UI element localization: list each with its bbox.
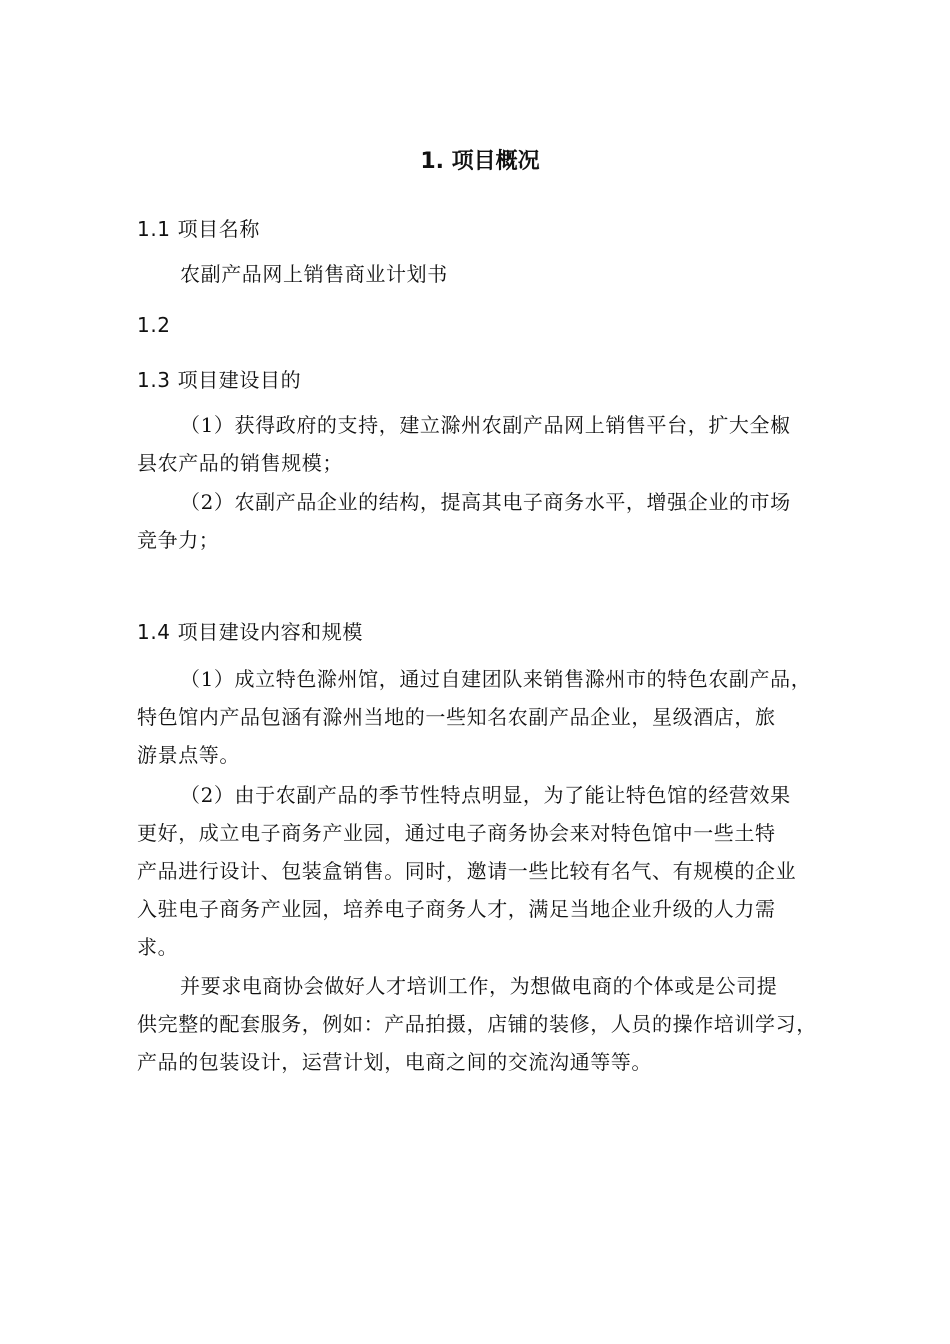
- project-name-text: 农副产品网上销售商业计划书: [180, 262, 448, 286]
- paragraph-line: 特色馆内产品包涵有滁州当地的一些知名农副产品企业，星级酒店，旅: [137, 705, 776, 729]
- paragraph-line: 产品的包装设计，运营计划，电商之间的交流沟通等等。: [137, 1050, 652, 1074]
- paragraph-line: 更好，成立电子商务产业园，通过电子商务协会来对特色馆中一些土特: [137, 821, 776, 845]
- page-title: 1. 项目概况: [420, 149, 540, 174]
- section-heading-1-4: 1.4 项目建设内容和规模: [137, 620, 363, 644]
- paragraph-line: 并要求电商协会做好人才培训工作，为想做电商的个体或是公司提: [180, 974, 778, 998]
- paragraph-line: 入驻电子商务产业园，培养电子商务人才，满足当地企业升级的人力需: [137, 897, 776, 921]
- paragraph-line: 竞争力；: [137, 528, 220, 552]
- paragraph-line: （1）成立特色滁州馆，通过自建团队来销售滁州市的特色农副产品，: [180, 667, 812, 691]
- paragraph-line: 游景点等。: [137, 743, 240, 767]
- section-heading-1-3: 1.3 项目建设目的: [137, 368, 302, 392]
- paragraph-line: 求。: [137, 935, 179, 959]
- section-heading-1-2: 1.2: [137, 313, 171, 337]
- paragraph-line: （2）由于农副产品的季节性特点明显，为了能让特色馆的经营效果: [180, 783, 791, 807]
- paragraph-line: （1）获得政府的支持，建立滁州农副产品网上销售平台，扩大全椒: [180, 413, 791, 437]
- paragraph-line: 县农产品的销售规模；: [137, 451, 343, 475]
- paragraph-line: （2）农副产品企业的结构，提高其电子商务水平，增强企业的市场: [180, 490, 791, 514]
- paragraph-line: 供完整的配套服务，例如：产品拍摄，店铺的装修，人员的操作培训学习，: [137, 1012, 817, 1036]
- section-heading-1-1: 1.1 项目名称: [137, 217, 260, 241]
- paragraph-line: 产品进行设计、包装盒销售。同时，邀请一些比较有名气、有规模的企业: [137, 859, 797, 883]
